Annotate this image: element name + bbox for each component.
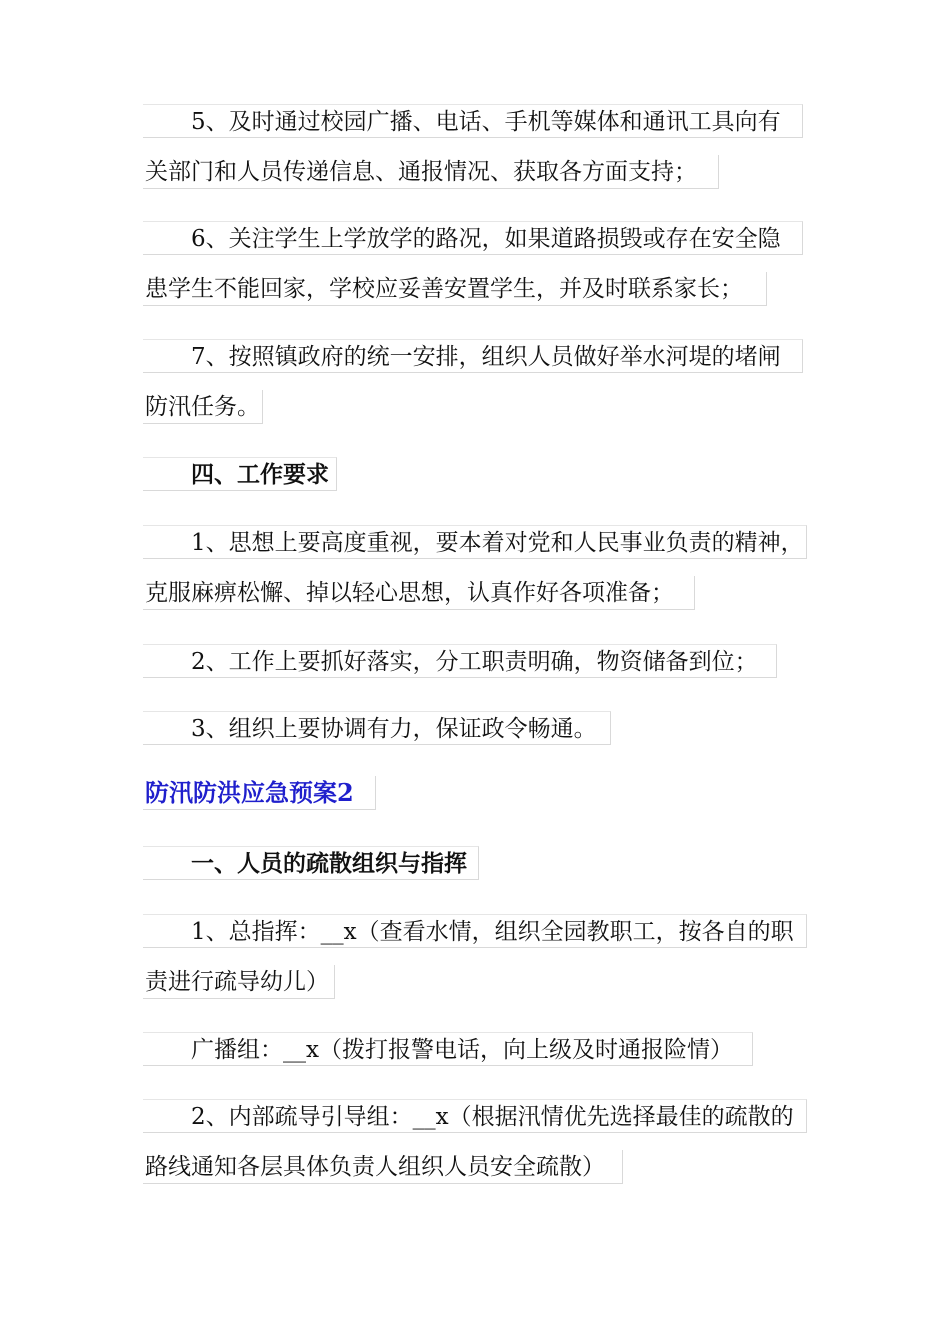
- section-heading: 一、人员的疏散组织与指挥: [143, 846, 479, 880]
- paragraph-line: 2、工作上要抓好落实，分工职责明确，物资储备到位；: [143, 644, 777, 678]
- paragraph-line: 广播组：__x（拨打报警电话，向上级及时通报险情）: [143, 1032, 753, 1066]
- paragraph-line: 防汛任务。: [143, 390, 263, 424]
- document-title: 防汛防洪应急预案2: [143, 776, 376, 810]
- paragraph-line: 路线通知各层具体负责人组织人员安全疏散）: [143, 1150, 623, 1184]
- paragraph-line: 6、关注学生上学放学的路况，如果道路损毁或存在安全隐: [143, 221, 803, 255]
- paragraph-line: 1、总指挥：__x（查看水情，组织全园教职工，按各自的职: [143, 914, 807, 948]
- paragraph-line: 关部门和人员传递信息、通报情况、获取各方面支持；: [143, 155, 719, 189]
- section-heading: 四、工作要求: [143, 457, 337, 491]
- paragraph-line: 3、组织上要协调有力，保证政令畅通。: [143, 711, 611, 745]
- paragraph-line: 2、内部疏导引导组：__x（根据汛情优先选择最佳的疏散的: [143, 1099, 807, 1133]
- paragraph-line: 1、思想上要高度重视，要本着对党和人民事业负责的精神，: [143, 525, 807, 559]
- paragraph-line: 5、及时通过校园广播、电话、手机等媒体和通讯工具向有: [143, 104, 803, 138]
- paragraph-line: 责进行疏导幼儿）: [143, 965, 335, 999]
- paragraph-line: 患学生不能回家，学校应妥善安置学生，并及时联系家长；: [143, 272, 767, 306]
- paragraph-line: 7、按照镇政府的统一安排，组织人员做好举水河堤的堵闸: [143, 339, 803, 373]
- paragraph-line: 克服麻痹松懈、掉以轻心思想，认真作好各项准备；: [143, 576, 695, 610]
